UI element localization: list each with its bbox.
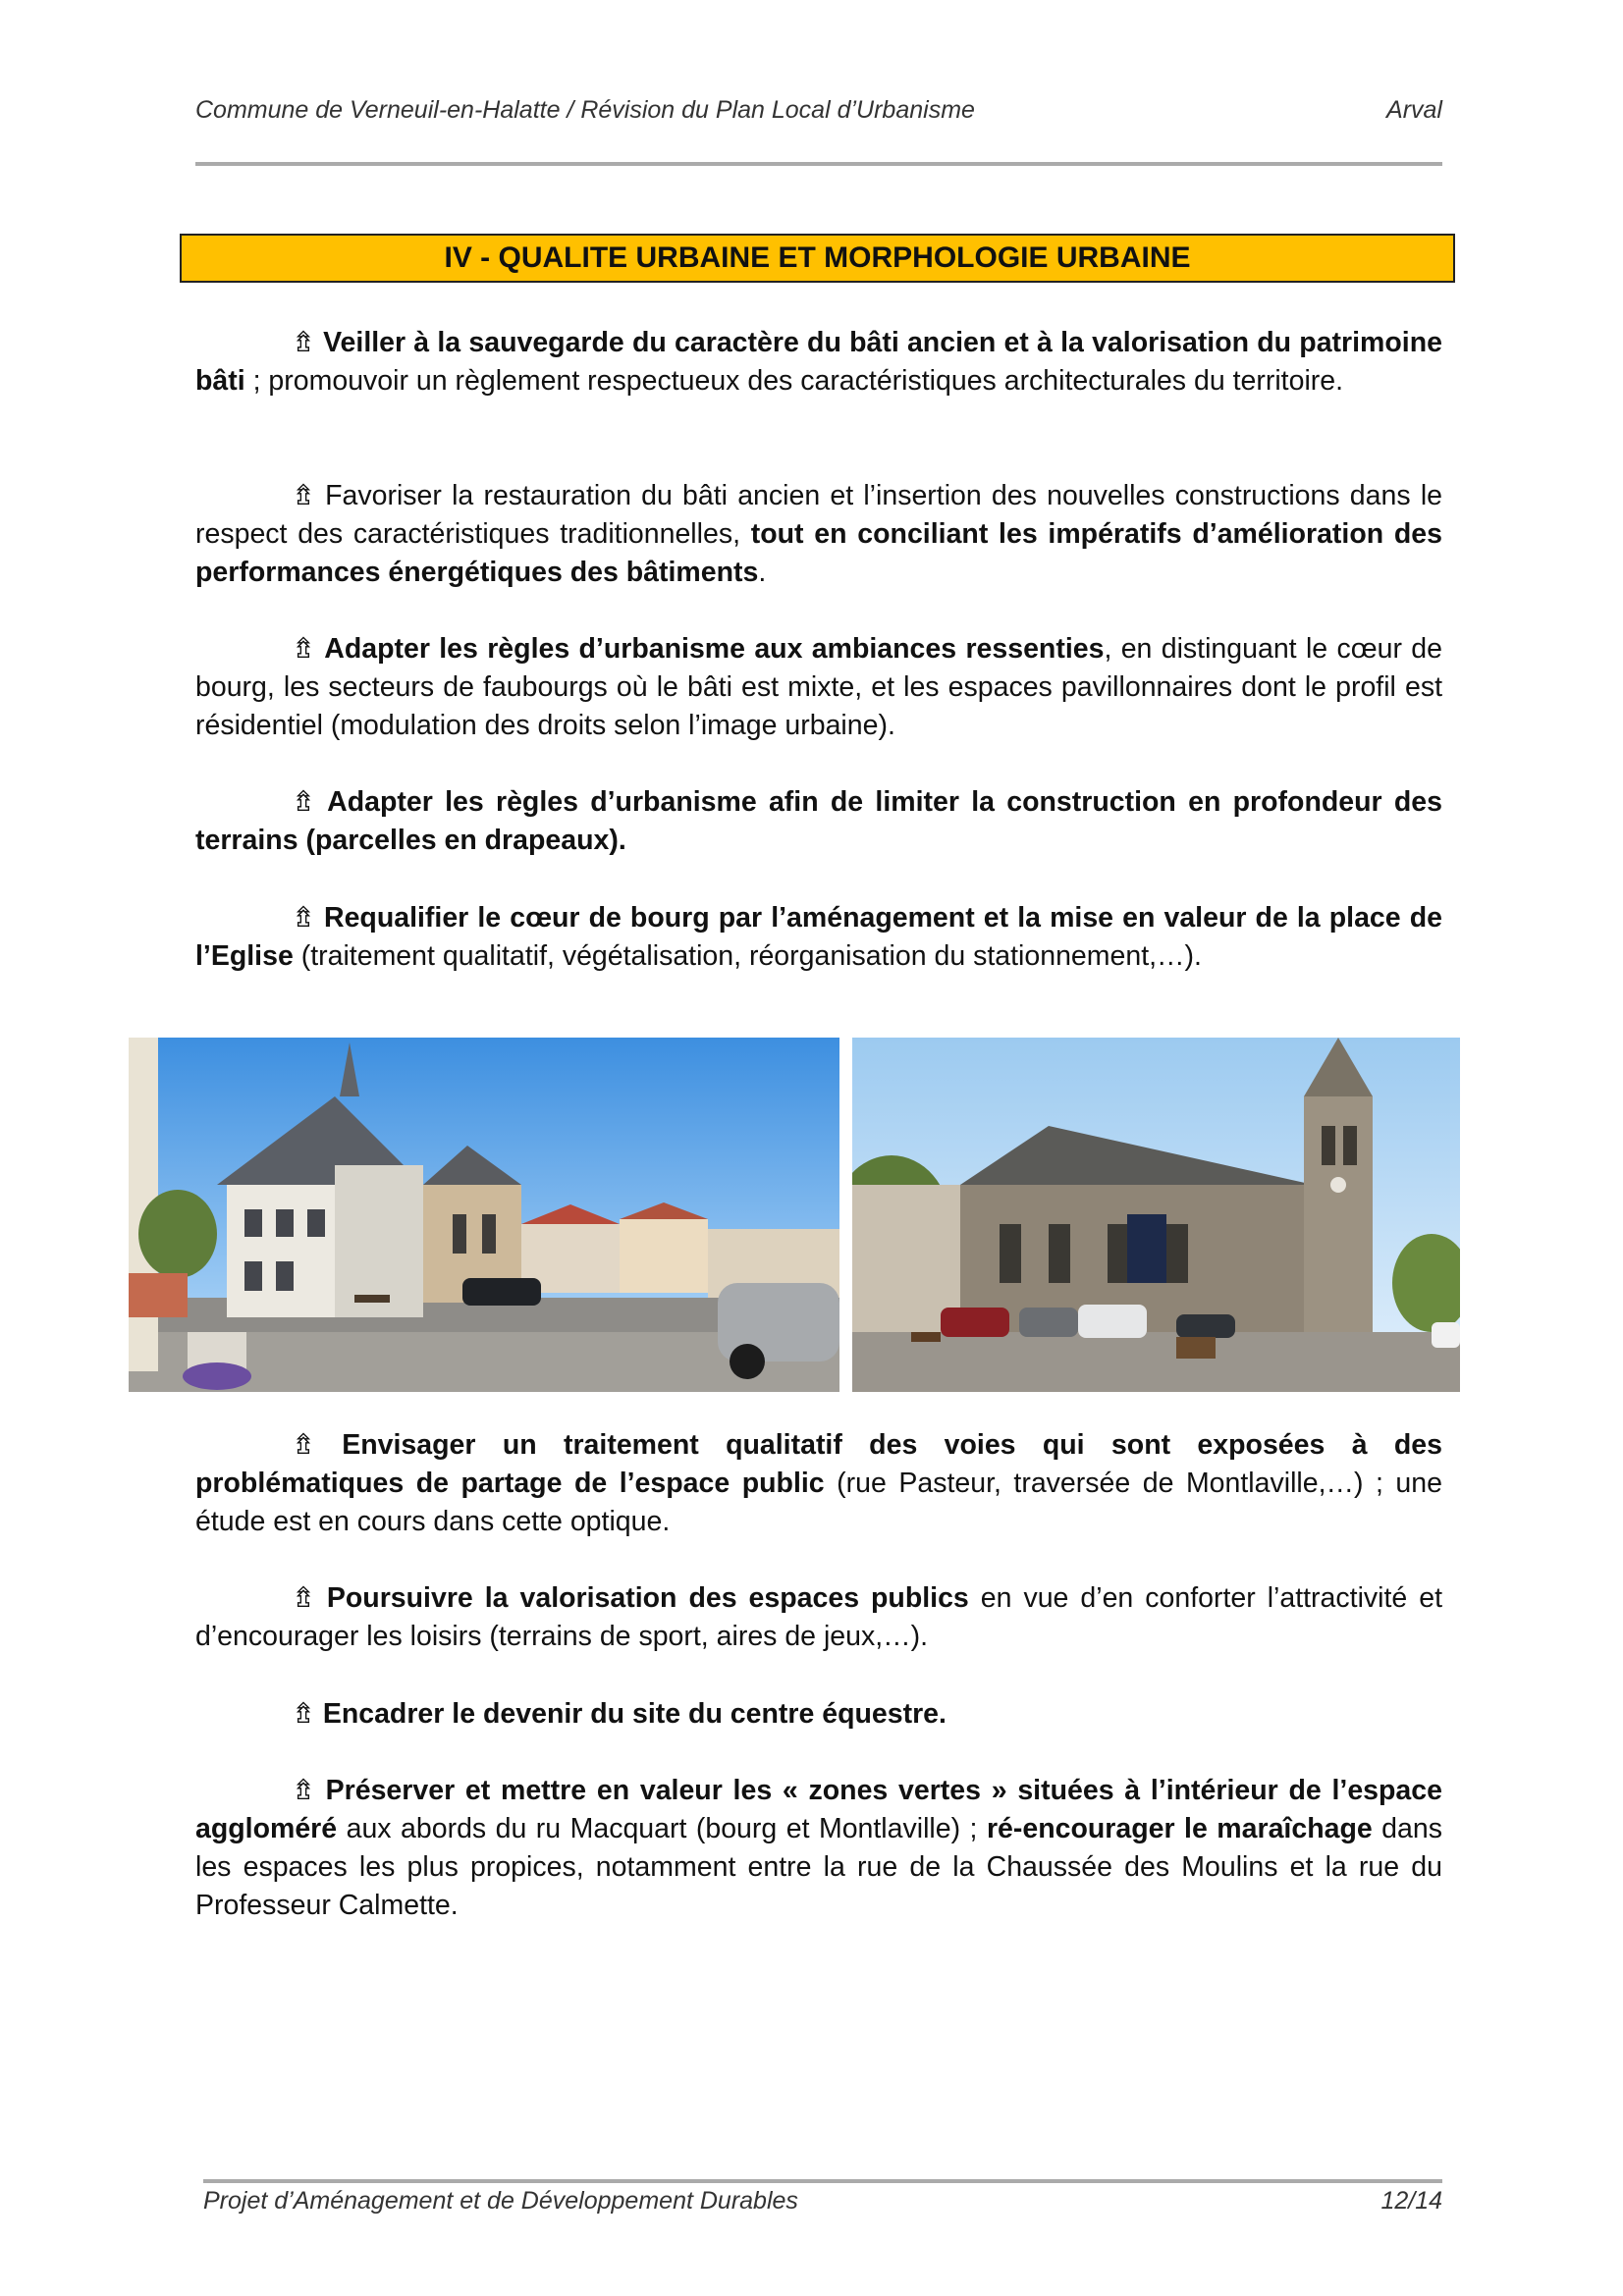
paragraph-8 <box>195 1695 1442 1734</box>
paragraph-9-text-end: dans les espaces les plus propices, notamment entre la rue de la Chaussée des Moulins et la rue du Professeur Calmette. <box>195 1813 1442 1921</box>
paragraph-6-text: (rue Pasteur, traversée de Montlaville,…) ; une étude est en cours dans cette optique. <box>195 1468 1442 1537</box>
page-number: 12/14 <box>1380 2187 1442 2215</box>
church-photo <box>852 1038 1460 1392</box>
hand-pointing-arrow-icon: ⇯ <box>292 480 326 511</box>
hand-pointing-arrow-icon: ⇯ <box>292 1429 343 1461</box>
footer-rule <box>203 2179 1442 2183</box>
footer-document-title: Projet d’Aménagement et de Développement Durables <box>203 2187 798 2215</box>
paragraph-5-bold: Requalifier le cœur de bourg par l’aménagement et la mise en valeur de la place de l’Eglise <box>195 902 1442 972</box>
paragraph-5 <box>195 899 1442 976</box>
paragraph-7 <box>195 1579 1442 1656</box>
church-illustration <box>852 1038 1460 1392</box>
paragraph-9-bold-2: ré-encourager le maraîchage <box>986 1813 1373 1844</box>
paragraph-4-bold: Adapter les règles d’urbanisme afin de limiter la construction en profondeur des terrains (parcelles en drapeaux). <box>195 786 1442 856</box>
page-header <box>195 96 1442 130</box>
paragraph-1-bold: Veiller à la sauvegarde du caractère du bâti ancien et à la valorisation du patrimoine bâti <box>195 327 1442 397</box>
paragraph-4 <box>195 783 1442 860</box>
paragraph-5-text: (traitement qualitatif, végétalisation, réorganisation du stationnement,…). <box>293 940 1202 972</box>
paragraph-8-bold: Encadrer le devenir du site du centre équestre. <box>322 1698 947 1730</box>
paragraph-9-text: aux abords du ru Macquart (bourg et Montlaville) ; <box>337 1813 987 1844</box>
paragraph-7-text: en vue d’en conforter l’attractivité et d’encourager les loisirs (terrains de sport, aires de jeux,…). <box>195 1582 1442 1652</box>
paragraph-9 <box>195 1772 1442 1925</box>
paragraph-6 <box>195 1426 1442 1541</box>
town-square-photo <box>129 1038 839 1392</box>
paragraph-6-bold: Envisager un traitement qualitatif des voies qui sont exposées à des problématiques de partage de l’espace public <box>195 1429 1442 1499</box>
section-title: IV - QUALITE URBAINE ET MORPHOLOGIE URBAINE <box>180 234 1455 283</box>
paragraph-3-text: , en distinguant le cœur de bourg, les secteurs de faubourgs où le bâti est mixte, et les espaces pavillonnaires dont le profil est résidentiel (modulation des droits selon l’image urbaine). <box>195 633 1442 741</box>
header-document-title: Commune de Verneuil-en-Halatte / Révision du Plan Local d’Urbanisme <box>195 96 975 124</box>
hand-pointing-arrow-icon: ⇯ <box>292 633 325 665</box>
paragraph-3-bold: Adapter les règles d’urbanisme aux ambiances ressenties <box>324 633 1105 665</box>
hand-pointing-arrow-icon: ⇯ <box>292 902 324 934</box>
paragraph-7-bold: Poursuivre la valorisation des espaces publics <box>326 1582 969 1614</box>
hand-pointing-arrow-icon: ⇯ <box>292 327 324 358</box>
paragraph-2-text-end: . <box>758 557 767 588</box>
paragraph-9-bold: Préserver et mettre en valeur les « zones vertes » situées à l’intérieur de l’espace aggloméré <box>195 1775 1442 1844</box>
header-author: Arval <box>1386 96 1442 124</box>
town-square-illustration <box>129 1038 839 1392</box>
hand-pointing-arrow-icon: ⇯ <box>292 1775 326 1806</box>
hand-pointing-arrow-icon: ⇯ <box>292 1582 327 1614</box>
header-rule <box>195 162 1442 166</box>
paragraph-1 <box>195 324 1442 400</box>
page-footer <box>203 2187 1442 2216</box>
paragraph-1-text: ; promouvoir un règlement respectueux des caractéristiques architecturales du territoire. <box>244 365 1344 397</box>
paragraph-3 <box>195 630 1442 745</box>
hand-pointing-arrow-icon: ⇯ <box>292 786 328 818</box>
paragraph-2 <box>195 477 1442 592</box>
paragraph-2-text: Favoriser la restauration du bâti ancien et l’insertion des nouvelles constructions dans le respect des caractéristiques traditionnelles, <box>195 480 1442 550</box>
paragraph-2-bold: tout en conciliant les impératifs d’amélioration des performances énergétiques des bâtiments <box>195 518 1443 588</box>
hand-pointing-arrow-icon: ⇯ <box>292 1698 323 1730</box>
